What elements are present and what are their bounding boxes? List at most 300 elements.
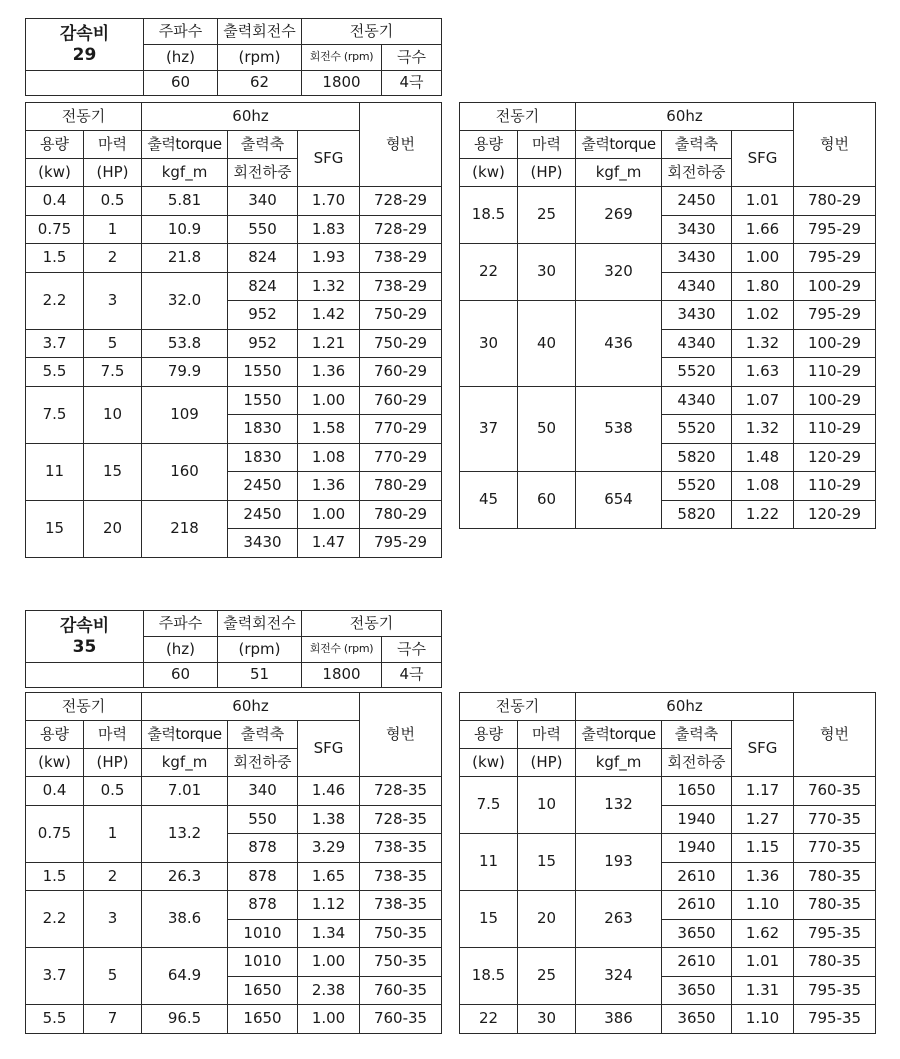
ratio-35-header-table bbox=[25, 610, 442, 688]
sfg-cell: 1.00 bbox=[298, 500, 360, 529]
horsepower-cell: 25 bbox=[518, 948, 576, 1005]
load-cell: 1940 bbox=[662, 834, 732, 863]
model-col-header: 형번 bbox=[360, 693, 442, 777]
load-cell: 2450 bbox=[662, 187, 732, 216]
load-cell: 340 bbox=[228, 777, 298, 806]
sfg-cell: 1.58 bbox=[298, 415, 360, 444]
capacity-kw-cell: 11 bbox=[26, 443, 84, 500]
motor-rpm-label: 회전수 (rpm) bbox=[302, 637, 382, 663]
load-cell: 5520 bbox=[662, 415, 732, 444]
sfg-cell: 1.66 bbox=[732, 215, 794, 244]
model-cell: 760-29 bbox=[360, 358, 442, 387]
sfg-cell: 1.22 bbox=[732, 500, 794, 529]
freq-label: 주파수 bbox=[144, 19, 218, 45]
sfg-cell: 1.63 bbox=[732, 358, 794, 387]
hz-col-header: 60hz bbox=[142, 103, 360, 131]
sfg-cell: 1.46 bbox=[298, 777, 360, 806]
load-cell: 878 bbox=[228, 834, 298, 863]
sfg-col-header: SFG bbox=[298, 131, 360, 187]
table-row bbox=[26, 358, 442, 387]
model-col-header: 형번 bbox=[794, 103, 876, 187]
model-cell: 738-29 bbox=[360, 244, 442, 273]
capacity-kw-cell: 18.5 bbox=[460, 948, 518, 1005]
motor-col-header: 전동기 bbox=[460, 693, 576, 721]
horsepower-cell: 5 bbox=[84, 329, 142, 358]
model-cell: 750-35 bbox=[360, 919, 442, 948]
capacity-unit: (kw) bbox=[460, 159, 518, 187]
output-rpm-value: 51 bbox=[218, 663, 302, 688]
horsepower-cell: 15 bbox=[518, 834, 576, 891]
horsepower-cell: 0.5 bbox=[84, 777, 142, 806]
sfg-cell: 1.34 bbox=[298, 919, 360, 948]
model-cell: 760-35 bbox=[794, 777, 876, 806]
sfg-cell: 1.31 bbox=[732, 976, 794, 1005]
model-cell: 738-29 bbox=[360, 272, 442, 301]
torque-cell: 21.8 bbox=[142, 244, 228, 273]
load-cell: 4340 bbox=[662, 272, 732, 301]
torque-unit: kgf_m bbox=[576, 159, 662, 187]
output-rpm-label: 출력회전수 bbox=[218, 19, 302, 45]
torque-cell: 324 bbox=[576, 948, 662, 1005]
horsepower-col-header: 마력 bbox=[84, 721, 142, 749]
capacity-kw-cell: 0.4 bbox=[26, 187, 84, 216]
model-cell: 770-29 bbox=[360, 415, 442, 444]
load-cell: 2610 bbox=[662, 862, 732, 891]
sfg-col-header: SFG bbox=[732, 131, 794, 187]
sfg-cell: 1.48 bbox=[732, 443, 794, 472]
motor-label: 전동기 bbox=[302, 19, 442, 45]
sfg-cell: 1.00 bbox=[732, 244, 794, 273]
table-row bbox=[26, 862, 442, 891]
capacity-kw-cell: 30 bbox=[460, 301, 518, 387]
load-cell: 878 bbox=[228, 862, 298, 891]
table-row bbox=[460, 948, 876, 977]
load-unit: 회전하중 bbox=[228, 159, 298, 187]
table-row bbox=[460, 834, 876, 863]
motor-label: 전동기 bbox=[302, 611, 442, 637]
load-cell: 1650 bbox=[228, 976, 298, 1005]
model-cell: 780-29 bbox=[794, 187, 876, 216]
table-row bbox=[460, 386, 876, 415]
capacity-col-header: 용량 bbox=[460, 721, 518, 749]
torque-cell: 64.9 bbox=[142, 948, 228, 1005]
sfg-cell: 1.36 bbox=[298, 472, 360, 501]
model-cell: 738-35 bbox=[360, 891, 442, 920]
torque-cell: 10.9 bbox=[142, 215, 228, 244]
torque-cell: 79.9 bbox=[142, 358, 228, 387]
ratio-29-header-table bbox=[25, 18, 442, 96]
motor-col-header: 전동기 bbox=[26, 693, 142, 721]
load-unit: 회전하중 bbox=[662, 749, 732, 777]
load-cell: 4340 bbox=[662, 329, 732, 358]
load-cell: 3430 bbox=[662, 215, 732, 244]
horsepower-cell: 20 bbox=[518, 891, 576, 948]
horsepower-cell: 5 bbox=[84, 948, 142, 1005]
load-col-header: 출력축 bbox=[662, 131, 732, 159]
sfg-cell: 1.32 bbox=[298, 272, 360, 301]
capacity-kw-cell: 7.5 bbox=[26, 386, 84, 443]
blank-cell bbox=[26, 71, 144, 96]
output-rpm-unit: (rpm) bbox=[218, 637, 302, 663]
sfg-cell: 1.02 bbox=[732, 301, 794, 330]
ratio-29-right-spec-table bbox=[459, 102, 876, 529]
load-cell: 340 bbox=[228, 187, 298, 216]
table-row bbox=[26, 891, 442, 920]
table-row bbox=[26, 948, 442, 977]
load-cell: 1550 bbox=[228, 358, 298, 387]
model-cell: 795-35 bbox=[794, 1005, 876, 1034]
motor-rpm-label: 회전수 (rpm) bbox=[302, 45, 382, 71]
hz-col-header: 60hz bbox=[576, 693, 794, 721]
load-cell: 2450 bbox=[228, 472, 298, 501]
model-cell: 110-29 bbox=[794, 415, 876, 444]
sfg-cell: 1.01 bbox=[732, 187, 794, 216]
model-cell: 110-29 bbox=[794, 472, 876, 501]
model-col-header: 형번 bbox=[794, 693, 876, 777]
capacity-kw-cell: 0.75 bbox=[26, 215, 84, 244]
load-col-header: 출력축 bbox=[228, 131, 298, 159]
horsepower-cell: 50 bbox=[518, 386, 576, 472]
model-cell: 770-35 bbox=[794, 805, 876, 834]
capacity-col-header: 용량 bbox=[26, 131, 84, 159]
horsepower-cell: 20 bbox=[84, 500, 142, 557]
capacity-kw-cell: 18.5 bbox=[460, 187, 518, 244]
sfg-col-header: SFG bbox=[298, 721, 360, 777]
torque-cell: 38.6 bbox=[142, 891, 228, 948]
horsepower-cell: 40 bbox=[518, 301, 576, 387]
model-cell: 120-29 bbox=[794, 443, 876, 472]
load-cell: 3430 bbox=[228, 529, 298, 558]
capacity-kw-cell: 2.2 bbox=[26, 891, 84, 948]
load-cell: 3650 bbox=[662, 919, 732, 948]
capacity-col-header: 용량 bbox=[26, 721, 84, 749]
torque-cell: 160 bbox=[142, 443, 228, 500]
table-row bbox=[26, 500, 442, 529]
freq-label: 주파수 bbox=[144, 611, 218, 637]
ratio-35-right-spec-table bbox=[459, 692, 876, 1034]
torque-unit: kgf_m bbox=[576, 749, 662, 777]
model-cell: 738-35 bbox=[360, 834, 442, 863]
table-row bbox=[460, 301, 876, 330]
ratio-title-value: 35 bbox=[72, 636, 97, 657]
table-row bbox=[460, 777, 876, 806]
motor-col-header: 전동기 bbox=[26, 103, 142, 131]
sfg-cell: 1.00 bbox=[298, 386, 360, 415]
model-cell: 780-35 bbox=[794, 891, 876, 920]
load-cell: 824 bbox=[228, 244, 298, 273]
capacity-kw-cell: 1.5 bbox=[26, 244, 84, 273]
model-cell: 795-29 bbox=[794, 215, 876, 244]
horsepower-cell: 7.5 bbox=[84, 358, 142, 387]
sfg-cell: 1.65 bbox=[298, 862, 360, 891]
model-cell: 780-35 bbox=[794, 948, 876, 977]
sfg-cell: 1.32 bbox=[732, 329, 794, 358]
ratio-title bbox=[26, 611, 144, 663]
ratio-title bbox=[26, 19, 144, 71]
capacity-kw-cell: 15 bbox=[460, 891, 518, 948]
hz-col-header: 60hz bbox=[142, 693, 360, 721]
load-cell: 1010 bbox=[228, 919, 298, 948]
table-row bbox=[460, 891, 876, 920]
table-row bbox=[26, 187, 442, 216]
table-row bbox=[26, 443, 442, 472]
model-cell: 728-29 bbox=[360, 187, 442, 216]
model-cell: 728-35 bbox=[360, 805, 442, 834]
torque-cell: 193 bbox=[576, 834, 662, 891]
load-unit: 회전하중 bbox=[228, 749, 298, 777]
capacity-kw-cell: 5.5 bbox=[26, 1005, 84, 1034]
load-cell: 1830 bbox=[228, 443, 298, 472]
freq-value: 60 bbox=[144, 71, 218, 96]
load-cell: 1650 bbox=[228, 1005, 298, 1034]
load-cell: 1650 bbox=[662, 777, 732, 806]
capacity-kw-cell: 22 bbox=[460, 1005, 518, 1034]
model-cell: 795-29 bbox=[794, 301, 876, 330]
poles-label: 극수 bbox=[382, 637, 442, 663]
horsepower-cell: 15 bbox=[84, 443, 142, 500]
sfg-cell: 3.29 bbox=[298, 834, 360, 863]
torque-cell: 132 bbox=[576, 777, 662, 834]
horsepower-col-header: 마력 bbox=[84, 131, 142, 159]
torque-cell: 320 bbox=[576, 244, 662, 301]
model-cell: 780-29 bbox=[360, 472, 442, 501]
model-cell: 728-29 bbox=[360, 215, 442, 244]
sfg-cell: 1.47 bbox=[298, 529, 360, 558]
load-cell: 3650 bbox=[662, 976, 732, 1005]
capacity-kw-cell: 5.5 bbox=[26, 358, 84, 387]
ratio-29-left-spec-table bbox=[25, 102, 442, 558]
poles-value: 4극 bbox=[382, 663, 442, 688]
torque-cell: 654 bbox=[576, 472, 662, 529]
capacity-kw-cell: 22 bbox=[460, 244, 518, 301]
capacity-kw-cell: 7.5 bbox=[460, 777, 518, 834]
capacity-kw-cell: 2.2 bbox=[26, 272, 84, 329]
load-cell: 1830 bbox=[228, 415, 298, 444]
load-cell: 2610 bbox=[662, 891, 732, 920]
torque-col-header: 출력torque bbox=[576, 131, 662, 159]
torque-cell: 218 bbox=[142, 500, 228, 557]
ratio-title-label: 감속비 bbox=[59, 24, 110, 45]
model-cell: 120-29 bbox=[794, 500, 876, 529]
torque-cell: 436 bbox=[576, 301, 662, 387]
sfg-cell: 1.32 bbox=[732, 415, 794, 444]
model-cell: 795-35 bbox=[794, 919, 876, 948]
horsepower-cell: 25 bbox=[518, 187, 576, 244]
model-cell: 100-29 bbox=[794, 272, 876, 301]
capacity-kw-cell: 15 bbox=[26, 500, 84, 557]
sfg-cell: 1.00 bbox=[298, 948, 360, 977]
model-cell: 100-29 bbox=[794, 386, 876, 415]
load-col-header: 출력축 bbox=[228, 721, 298, 749]
sfg-cell: 1.12 bbox=[298, 891, 360, 920]
sfg-cell: 1.62 bbox=[732, 919, 794, 948]
torque-col-header: 출력torque bbox=[576, 721, 662, 749]
horsepower-cell: 60 bbox=[518, 472, 576, 529]
model-cell: 738-35 bbox=[360, 862, 442, 891]
sfg-cell: 1.36 bbox=[732, 862, 794, 891]
model-cell: 770-29 bbox=[360, 443, 442, 472]
horsepower-cell: 2 bbox=[84, 244, 142, 273]
torque-cell: 386 bbox=[576, 1005, 662, 1034]
model-cell: 780-35 bbox=[794, 862, 876, 891]
capacity-unit: (kw) bbox=[26, 159, 84, 187]
model-cell: 760-29 bbox=[360, 386, 442, 415]
motor-rpm-value: 1800 bbox=[302, 663, 382, 688]
capacity-kw-cell: 45 bbox=[460, 472, 518, 529]
table-row bbox=[26, 272, 442, 301]
capacity-kw-cell: 0.75 bbox=[26, 805, 84, 862]
sfg-cell: 1.08 bbox=[732, 472, 794, 501]
torque-col-header: 출력torque bbox=[142, 131, 228, 159]
sfg-cell: 2.38 bbox=[298, 976, 360, 1005]
sfg-cell: 1.15 bbox=[732, 834, 794, 863]
load-cell: 3430 bbox=[662, 301, 732, 330]
load-cell: 3650 bbox=[662, 1005, 732, 1034]
table-row bbox=[26, 777, 442, 806]
horsepower-cell: 7 bbox=[84, 1005, 142, 1034]
sfg-cell: 1.10 bbox=[732, 1005, 794, 1034]
capacity-col-header: 용량 bbox=[460, 131, 518, 159]
load-col-header: 출력축 bbox=[662, 721, 732, 749]
capacity-kw-cell: 3.7 bbox=[26, 948, 84, 1005]
output-rpm-unit: (rpm) bbox=[218, 45, 302, 71]
load-cell: 2450 bbox=[228, 500, 298, 529]
model-cell: 760-35 bbox=[360, 1005, 442, 1034]
load-cell: 5520 bbox=[662, 358, 732, 387]
torque-cell: 53.8 bbox=[142, 329, 228, 358]
model-cell: 100-29 bbox=[794, 329, 876, 358]
horsepower-cell: 30 bbox=[518, 1005, 576, 1034]
load-cell: 3430 bbox=[662, 244, 732, 273]
output-rpm-value: 62 bbox=[218, 71, 302, 96]
model-cell: 795-35 bbox=[794, 976, 876, 1005]
freq-unit: (hz) bbox=[144, 637, 218, 663]
sfg-cell: 1.83 bbox=[298, 215, 360, 244]
torque-unit: kgf_m bbox=[142, 749, 228, 777]
torque-cell: 5.81 bbox=[142, 187, 228, 216]
horsepower-cell: 2 bbox=[84, 862, 142, 891]
sfg-cell: 1.21 bbox=[298, 329, 360, 358]
torque-unit: kgf_m bbox=[142, 159, 228, 187]
horsepower-cell: 10 bbox=[84, 386, 142, 443]
table-row bbox=[460, 244, 876, 273]
model-cell: 750-29 bbox=[360, 329, 442, 358]
torque-cell: 13.2 bbox=[142, 805, 228, 862]
sfg-cell: 1.00 bbox=[298, 1005, 360, 1034]
sfg-cell: 1.08 bbox=[298, 443, 360, 472]
torque-cell: 96.5 bbox=[142, 1005, 228, 1034]
torque-cell: 269 bbox=[576, 187, 662, 244]
model-cell: 770-35 bbox=[794, 834, 876, 863]
load-cell: 5520 bbox=[662, 472, 732, 501]
sfg-cell: 1.42 bbox=[298, 301, 360, 330]
horsepower-col-header: 마력 bbox=[518, 721, 576, 749]
sfg-cell: 1.01 bbox=[732, 948, 794, 977]
horsepower-unit: (HP) bbox=[84, 749, 142, 777]
freq-unit: (hz) bbox=[144, 45, 218, 71]
model-cell: 760-35 bbox=[360, 976, 442, 1005]
load-cell: 1550 bbox=[228, 386, 298, 415]
sfg-cell: 1.10 bbox=[732, 891, 794, 920]
load-cell: 5820 bbox=[662, 443, 732, 472]
ratio-35-left-spec-table bbox=[25, 692, 442, 1034]
torque-cell: 7.01 bbox=[142, 777, 228, 806]
capacity-kw-cell: 3.7 bbox=[26, 329, 84, 358]
ratio-title-label: 감속비 bbox=[59, 616, 110, 637]
model-cell: 110-29 bbox=[794, 358, 876, 387]
torque-col-header: 출력torque bbox=[142, 721, 228, 749]
sfg-cell: 1.93 bbox=[298, 244, 360, 273]
model-cell: 750-35 bbox=[360, 948, 442, 977]
sfg-cell: 1.80 bbox=[732, 272, 794, 301]
horsepower-unit: (HP) bbox=[518, 749, 576, 777]
load-cell: 952 bbox=[228, 301, 298, 330]
poles-value: 4극 bbox=[382, 71, 442, 96]
ratio-title-value: 29 bbox=[72, 44, 97, 65]
horsepower-cell: 1 bbox=[84, 805, 142, 862]
model-col-header: 형번 bbox=[360, 103, 442, 187]
horsepower-cell: 3 bbox=[84, 891, 142, 948]
sfg-cell: 1.70 bbox=[298, 187, 360, 216]
load-cell: 550 bbox=[228, 215, 298, 244]
blank-cell bbox=[26, 663, 144, 688]
model-cell: 750-29 bbox=[360, 301, 442, 330]
model-cell: 780-29 bbox=[360, 500, 442, 529]
load-cell: 2610 bbox=[662, 948, 732, 977]
table-row bbox=[460, 472, 876, 501]
capacity-kw-cell: 1.5 bbox=[26, 862, 84, 891]
sfg-cell: 1.36 bbox=[298, 358, 360, 387]
table-row bbox=[26, 244, 442, 273]
sfg-col-header: SFG bbox=[732, 721, 794, 777]
motor-rpm-value: 1800 bbox=[302, 71, 382, 96]
capacity-kw-cell: 37 bbox=[460, 386, 518, 472]
freq-value: 60 bbox=[144, 663, 218, 688]
capacity-kw-cell: 11 bbox=[460, 834, 518, 891]
load-cell: 1940 bbox=[662, 805, 732, 834]
torque-cell: 263 bbox=[576, 891, 662, 948]
table-row bbox=[26, 805, 442, 834]
model-cell: 795-29 bbox=[794, 244, 876, 273]
load-cell: 952 bbox=[228, 329, 298, 358]
horsepower-col-header: 마력 bbox=[518, 131, 576, 159]
load-cell: 824 bbox=[228, 272, 298, 301]
model-cell: 728-35 bbox=[360, 777, 442, 806]
table-row bbox=[26, 329, 442, 358]
load-cell: 878 bbox=[228, 891, 298, 920]
load-unit: 회전하중 bbox=[662, 159, 732, 187]
capacity-unit: (kw) bbox=[26, 749, 84, 777]
poles-label: 극수 bbox=[382, 45, 442, 71]
torque-cell: 109 bbox=[142, 386, 228, 443]
table-row bbox=[26, 1005, 442, 1034]
capacity-kw-cell: 0.4 bbox=[26, 777, 84, 806]
motor-col-header: 전동기 bbox=[460, 103, 576, 131]
horsepower-unit: (HP) bbox=[518, 159, 576, 187]
torque-cell: 538 bbox=[576, 386, 662, 472]
output-rpm-label: 출력회전수 bbox=[218, 611, 302, 637]
load-cell: 550 bbox=[228, 805, 298, 834]
model-cell: 795-29 bbox=[360, 529, 442, 558]
horsepower-cell: 30 bbox=[518, 244, 576, 301]
torque-cell: 26.3 bbox=[142, 862, 228, 891]
horsepower-cell: 1 bbox=[84, 215, 142, 244]
table-row bbox=[26, 386, 442, 415]
load-cell: 4340 bbox=[662, 386, 732, 415]
sfg-cell: 1.17 bbox=[732, 777, 794, 806]
table-row bbox=[460, 187, 876, 216]
torque-cell: 32.0 bbox=[142, 272, 228, 329]
